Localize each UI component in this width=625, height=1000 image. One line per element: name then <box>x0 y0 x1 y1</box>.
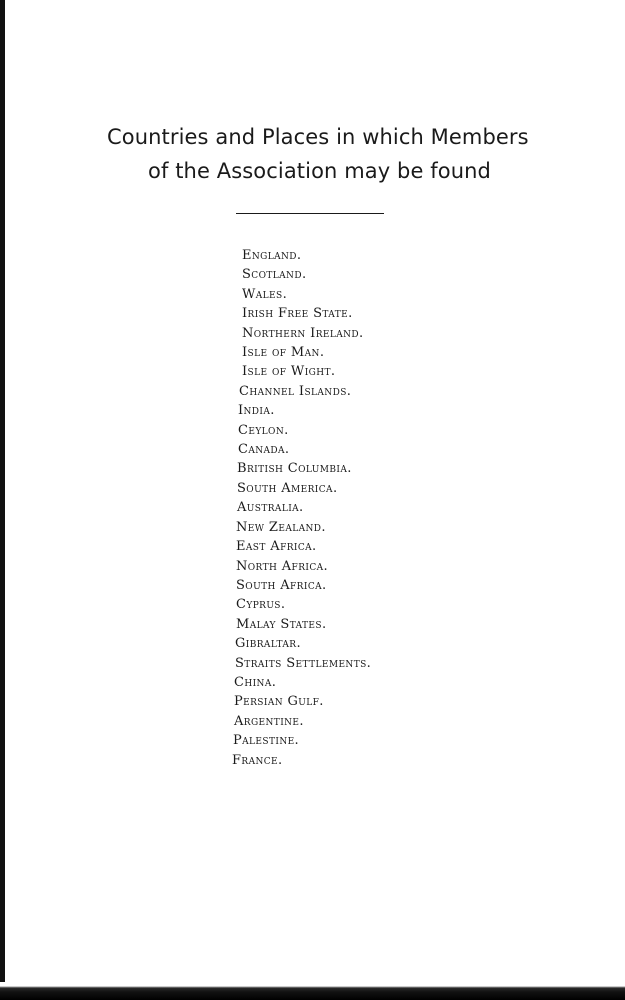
page-heading <box>0 120 625 188</box>
place-item: Australia. <box>237 500 304 516</box>
place-item: British Columbia. <box>237 461 352 477</box>
place-item: Malay States. <box>236 616 327 632</box>
place-item: New Zealand. <box>236 519 326 535</box>
place-item: Scotland. <box>242 267 307 283</box>
place-item: East Africa. <box>236 539 317 555</box>
heading-line-2: of the Association may be found <box>148 159 491 183</box>
place-item: Palestine. <box>233 733 300 749</box>
heading-divider <box>236 213 384 214</box>
place-item: France. <box>232 752 283 768</box>
place-item: Gibraltar. <box>235 636 301 652</box>
place-item: China. <box>234 674 277 690</box>
place-item: Isle of Wight. <box>242 364 336 380</box>
place-item: South America. <box>237 480 338 496</box>
place-item: Argentine. <box>234 713 304 729</box>
place-item: England. <box>242 248 302 263</box>
page-bottom-edge <box>0 982 625 1000</box>
place-item: North Africa. <box>236 558 329 574</box>
place-item: Irish Free State. <box>242 306 353 322</box>
places-list <box>232 246 372 770</box>
heading-line-1: Countries and Places in which Members <box>107 125 529 149</box>
place-item: South Africa. <box>236 577 327 593</box>
place-item: Northern Ireland. <box>242 325 364 341</box>
place-item: Canada. <box>238 442 290 458</box>
place-item: Cyprus. <box>236 597 286 613</box>
place-item: Wales. <box>242 286 288 302</box>
place-item: India. <box>238 403 275 419</box>
place-item: Isle of Man. <box>242 345 325 361</box>
place-item: Straits Settlements. <box>235 655 372 671</box>
place-item: Ceylon. <box>238 422 289 438</box>
place-item: Channel Islands. <box>239 383 352 399</box>
place-item: Persian Gulf. <box>234 694 324 710</box>
